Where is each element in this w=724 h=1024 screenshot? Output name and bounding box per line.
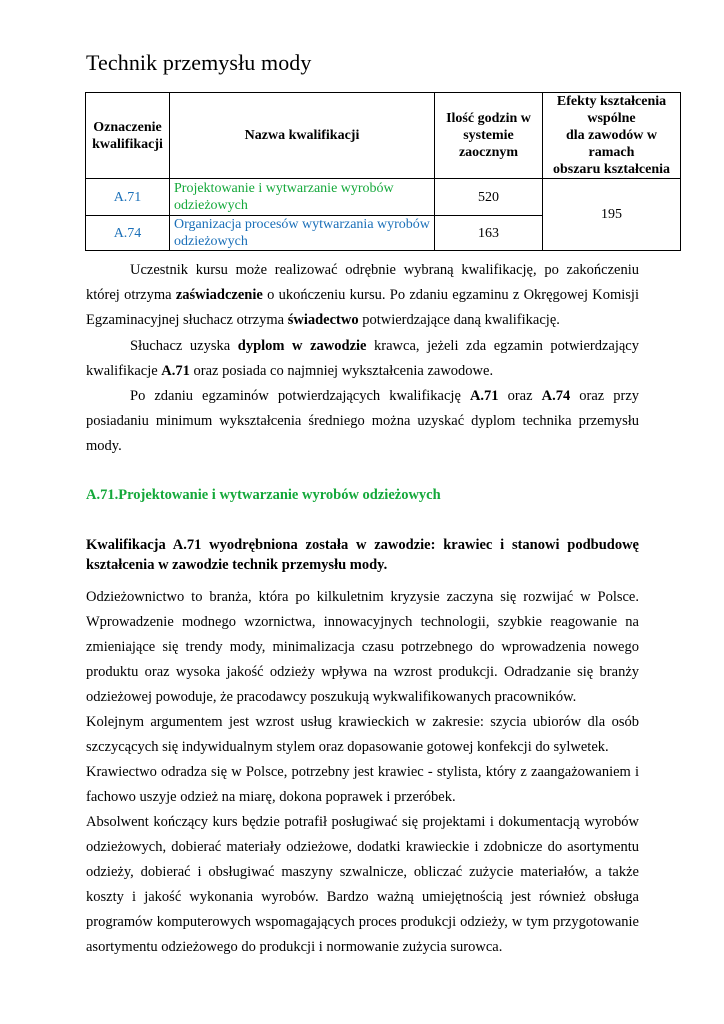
row-hours: 520 (435, 179, 543, 216)
paragraph-diploma: Słuchacz uzyska dyplom w zawodzie krawca, jeżeli zda egzamin potwierdzający kwalifikacje A.71 oraz posiada co najmniej wykształcenia zawodowe. (86, 338, 639, 379)
shared-effects-cell: 195 (543, 179, 681, 251)
header-name: Nazwa kwalifikacji (170, 93, 435, 179)
row-code: A.71 (86, 179, 170, 216)
section-heading: A.71.Projektowanie i wytwarzanie wyrobów odzieżowych (86, 487, 441, 503)
table-header-row (86, 93, 681, 179)
header-hours: Ilość godzin w systemie zaocznym (435, 93, 543, 179)
body-paragraph: Kolejnym argumentem jest wzrost usług krawieckich w zakresie: szycia ubiorów dla osób szczycących się indywidualnym stylem oraz dopasowanie gotowej konfekcji do sylwetek. (86, 714, 639, 755)
qualification-intro: Kwalifikacja A.71 wyodrębniona została w zawodzie: krawiec i stanowi podbudowę kształcenia w zawodzie technik przemysłu mody. (86, 537, 639, 573)
row-name: Organizacja procesów wytwarzania wyrobów odzieżowych (170, 216, 435, 251)
header-code: Oznaczenie kwalifikacji (86, 93, 170, 179)
body-paragraph: Odzieżownictwo to branża, która po kilkuletnim kryzysie zaczyna się rozwijać w Polsce. Wprowadzenie modnego wzornictwa, innowacyjnych technologii, szybkie reagowanie na zmieniające się trendy mody, minimalizacja czasu potrzebnego do wprowadzenia nowego produktu oraz wysoka jakość odzieży wpływa na wzrost produkcji. Odradzanie się branży odzieżowej powoduje, że pracodawcy poszukują wykwalifikowanych pracowników. (86, 589, 639, 705)
row-hours: 163 (435, 216, 543, 251)
header-effects: Efekty kształcenia wspólne dla zawodów w ramach obszaru kształcenia (543, 93, 681, 179)
paragraph-technician: Po zdaniu egzaminów potwierdzających kwalifikację A.71 oraz A.74 oraz przy posiadaniu minimum wykształcenia średniego można uzyskać dyplom technika przemysłu mody. (86, 388, 640, 454)
qualifications-table (85, 92, 681, 251)
paragraph-certificates: Uczestnik kursu może realizować odrębnie wybraną kwalifikację, po zakończeniu której otrzyma zaświadczenie o ukończeniu kursu. Po zdaniu egzaminu z Okręgowej Komisji Egzaminacyjnej słuchacz otrzyma świadectwo potwierdzające daną kwalifikację. (86, 262, 639, 328)
row-name: Projektowanie i wytwarzanie wyrobów odzieżowych (170, 179, 435, 216)
body-paragraph: Krawiectwo odradza się w Polsce, potrzebny jest krawiec - stylista, który z zaangażowaniem i fachowo uszyje odzież na miarę, dokona poprawek i przeróbek. (86, 764, 639, 805)
table-row (86, 179, 681, 216)
body-paragraph: Absolwent kończący kurs będzie potrafił posługiwać się projektami i dokumentacją wyrobów odzieżowych, dobierać materiały odzieżowe, dodatki krawieckie i zdobnicze do asortymentu odzieży, dobierać i obsługiwać maszyny szwalnicze, obliczać zużycie materiałów, a także koszty i jakość wykonania wyrobów. Bardzo ważną umiejętnością jest również obsługa programów komputerowych wspomagających proces produkcji odzieży, w tym przygotowanie asortymentu odzieżowego do produkcji i normowanie zużycia surowca. (86, 814, 639, 955)
row-code: A.74 (86, 216, 170, 251)
page-title: Technik przemysłu mody (86, 50, 312, 75)
